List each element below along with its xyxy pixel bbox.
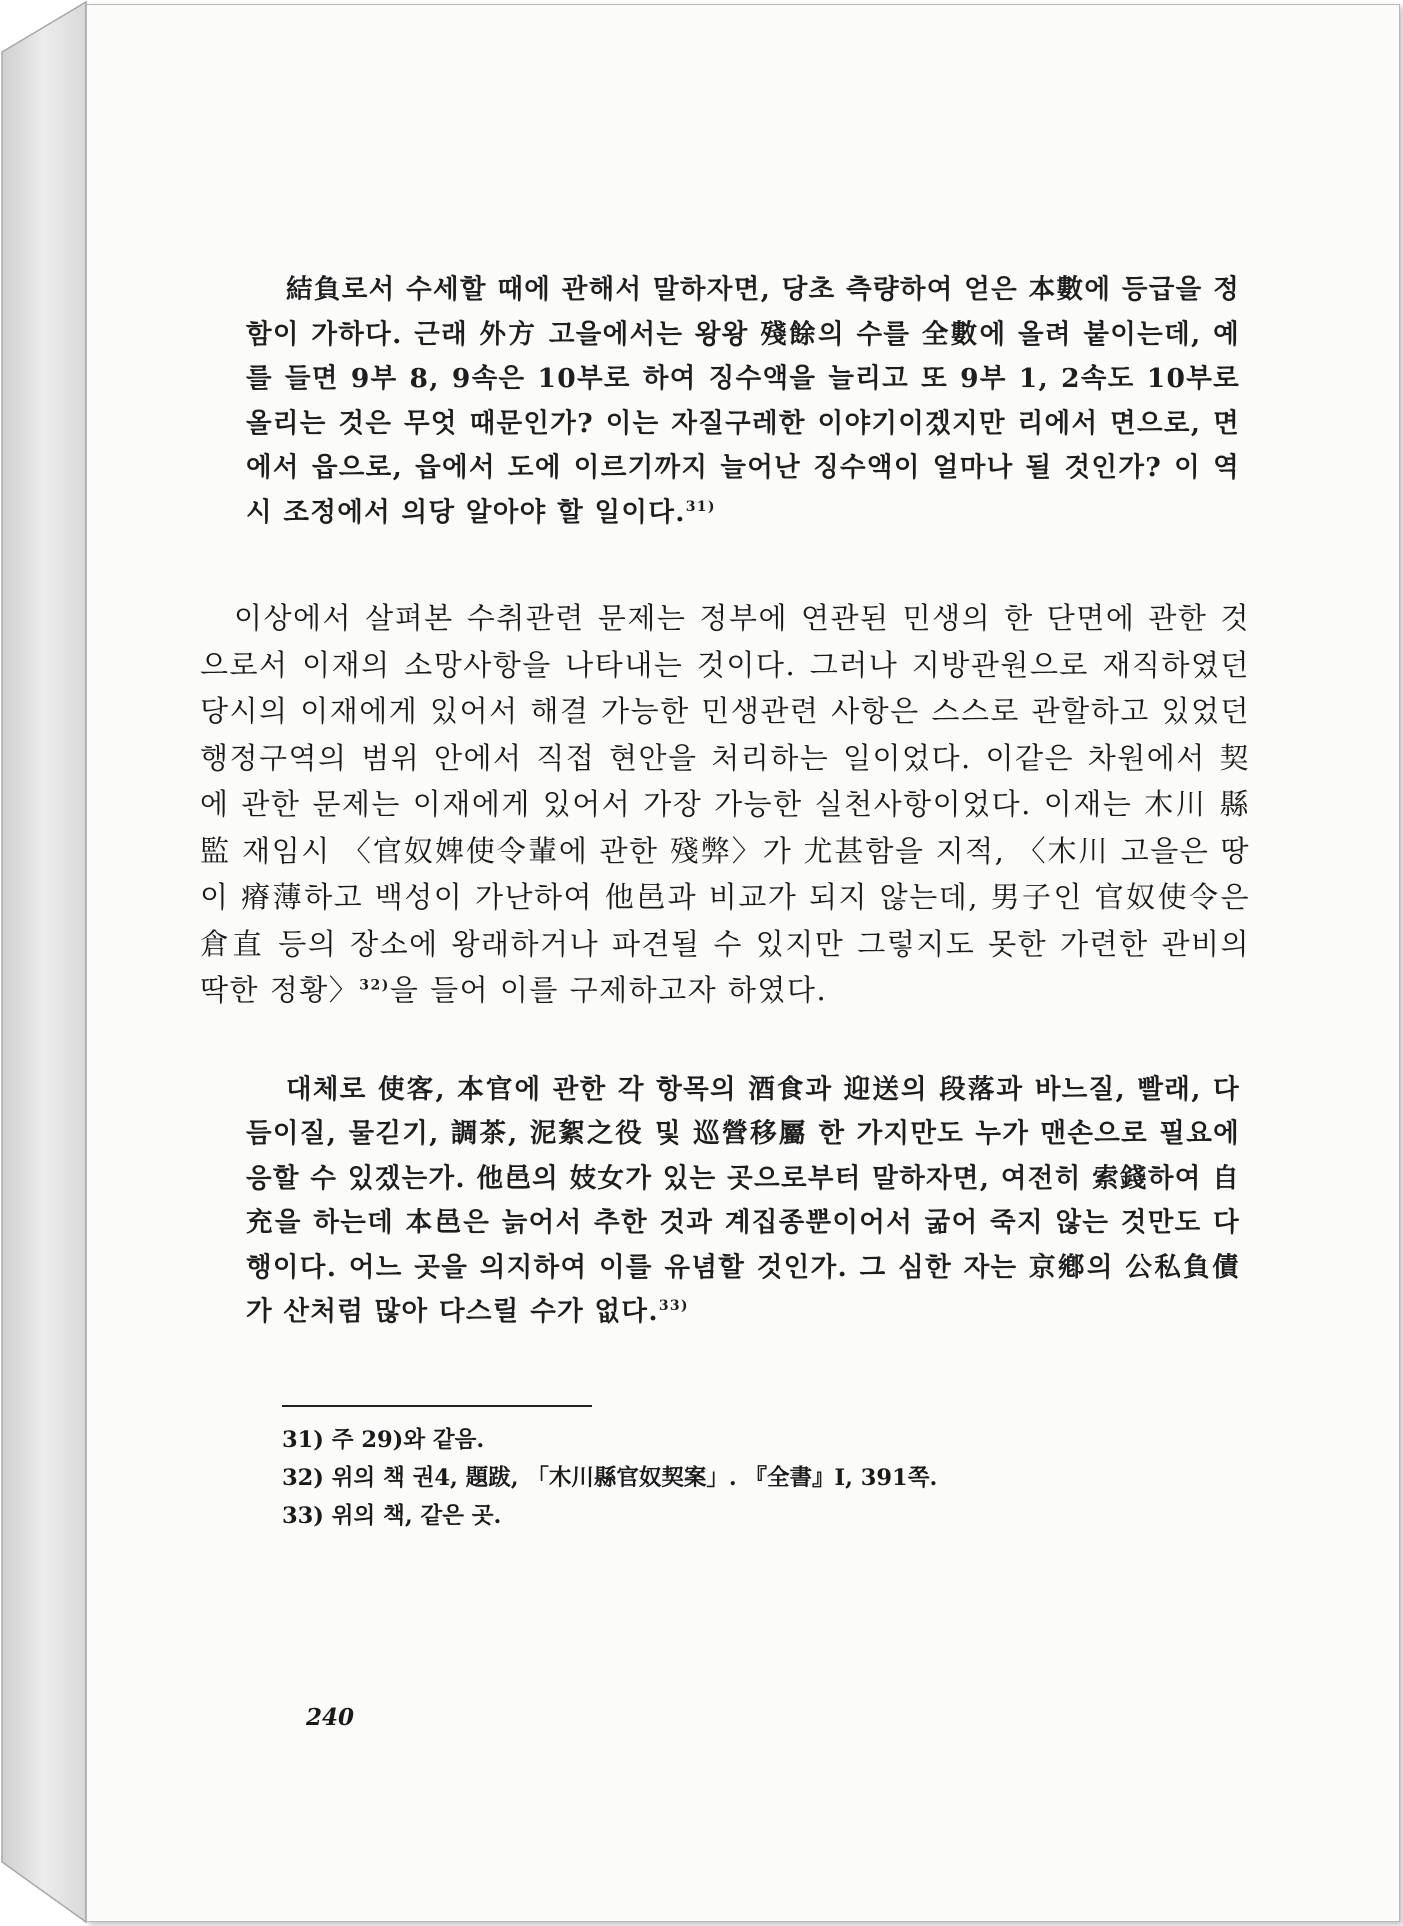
footnote-ref-32: 32) xyxy=(359,977,390,994)
footnote-32: 32) 위의 책 권4, 題跋, 「木川縣官奴契案」. 『全書』Ⅰ, 391쪽. xyxy=(282,1464,938,1491)
block-quote-1 xyxy=(200,268,1250,535)
book-spine xyxy=(0,0,88,1926)
page-number: 240 xyxy=(306,1704,355,1731)
body-paragraph-text-a: 이상에서 살펴본 수취관련 문제는 정부에 연관된 민생의 한 단면에 관한 것으로서 이재의 소망사항을 나타내는 것이다. 그러나 지방관원으로 재직하였던 당시의 이재에게 있어서 해결 가능한 민생관련 사항은 스스로 관할하고 있었던 행정구역의 범위 안에서 직접 현안을 처리하는 일이었다. 이같은 차원에서 契에 관한 문제는 이재에게 있어서 가장 가능한 실천사항이었다. 이재는 木川 縣監 재임시 〈官奴婢使令輩에 관한 殘弊〉가 尤甚함을 지적, 〈木川 고을은 땅이 瘠薄하고 백성이 가난하여 他邑과 비교가 되지 않는데, 男子인 官奴使令은 倉直 등의 장소에 왕래하거나 파견될 수 있지만 그렇지도 못한 가련한 관비의 딱한 정황〉 xyxy=(200,601,1250,1007)
body-paragraph-text-b: 을 들어 이를 구제하고자 하였다. xyxy=(389,973,828,1007)
footnotes xyxy=(282,1421,1250,1535)
body-paragraph xyxy=(200,595,1250,1014)
block-quote-2 xyxy=(200,1068,1250,1335)
block-quote-2-text: 대체로 使客, 本官에 관한 각 항목의 酒食과 迎送의 段落과 바느질, 빨래, 다듬이질, 물긷기, 調茶, 泥絮之役 및 巡營移屬 한 가지만도 누가 맨손으로 필요에 응할 수 있겠는가. 他邑의 妓女가 있는 곳으로부터 말하자면, 여전히 索錢하여 自充을 하는데 本邑은 늙어서 추한 것과 계집종뿐이어서 굶어 죽지 않는 것만도 다행이다. 어느 곳을 의지하여 이를 유념할 것인가. 그 심한 자는 京鄕의 公私負債가 산처럼 많아 다스릴 수가 없다. xyxy=(246,1073,1240,1327)
footnote-divider xyxy=(282,1405,592,1407)
block-quote-1-text: 結負로서 수세할 때에 관해서 말하자면, 당초 측량하여 얻은 本數에 등급을 정함이 가하다. 근래 外方 고을에서는 왕왕 殘餘의 수를 全數에 올려 붙이는데, 예를 들면 9부 8, 9속은 10부로 하여 징수액을 늘리고 또 9부 1, 2속도 10부로 올리는 것은 무엇 때문인가? 이는 자질구레한 이야기이겠지만 리에서 면으로, 면에서 읍으로, 읍에서 도에 이르기까지 늘어난 징수액이 얼마나 될 것인가? 이 역시 조정에서 의당 알아야 할 일이다. xyxy=(246,274,1240,528)
footnote-31: 31) 주 29)와 같음. xyxy=(282,1426,485,1453)
page-content xyxy=(200,268,1250,1535)
footnote-ref-31: 31) xyxy=(685,498,716,515)
footnote-33: 33) 위의 책, 같은 곳. xyxy=(282,1502,502,1529)
footnote-ref-33: 33) xyxy=(658,1298,689,1315)
